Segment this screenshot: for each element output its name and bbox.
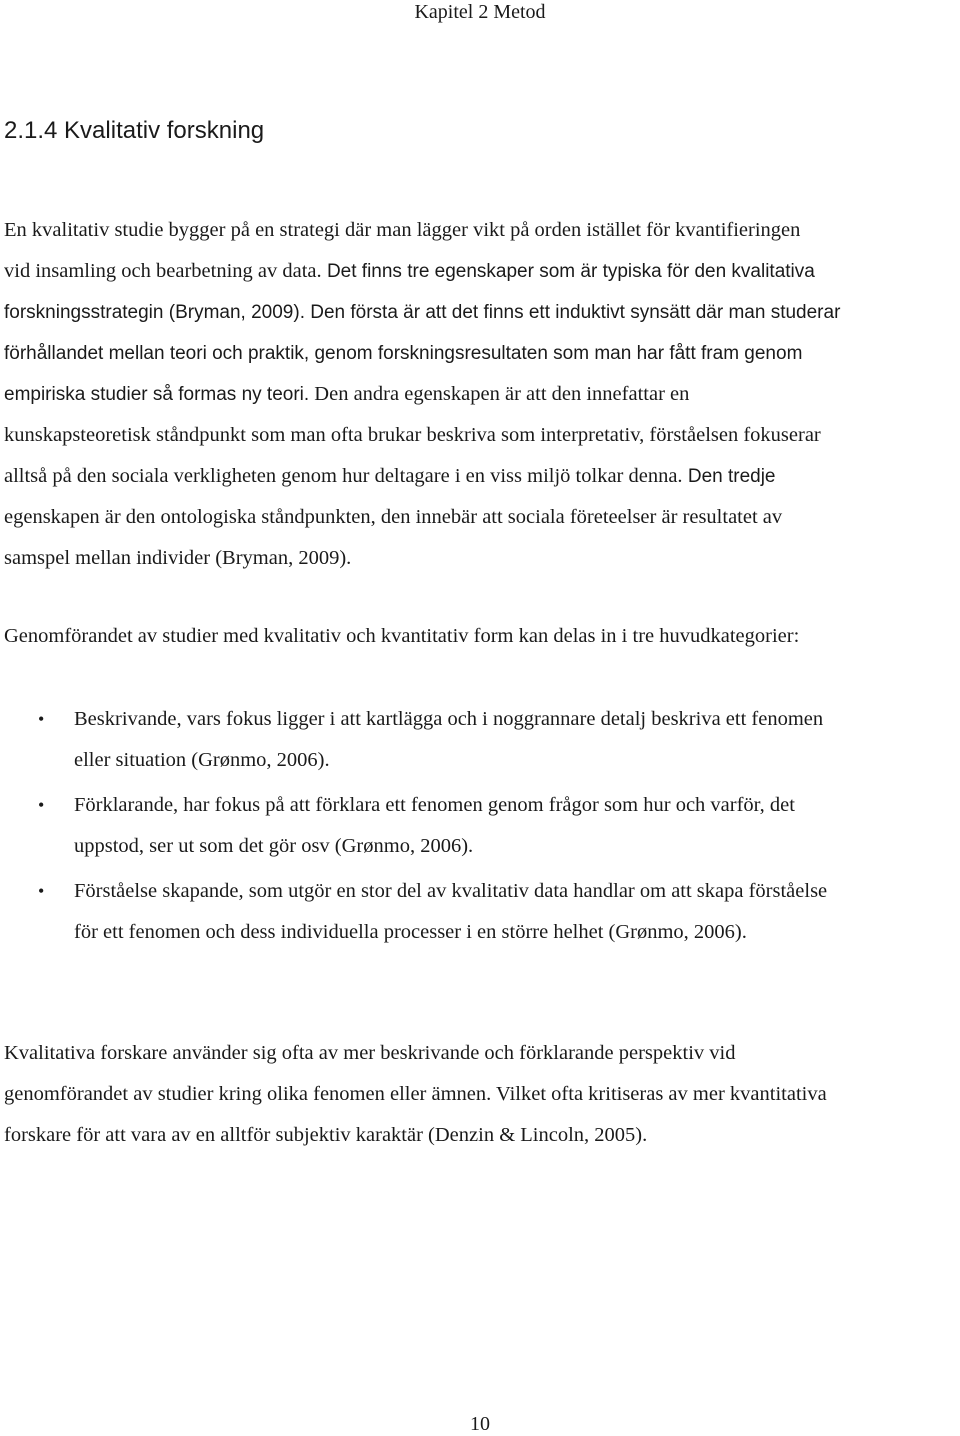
paragraph-line: kunskapsteoretisk ståndpunkt som man ofta brukar beskriva som interpretativ, förståelsen fokuserar xyxy=(4,424,821,446)
paragraph-line: Kvalitativa forskare använder sig ofta av mer beskrivande och förklarande perspektiv vid xyxy=(4,1042,736,1064)
paragraph-line xyxy=(4,292,956,333)
page-number: 10 xyxy=(470,1413,490,1435)
list-item-line: för ett fenomen och dess individuella processer i en större helhet (Grønmo, 2006). xyxy=(74,921,747,943)
text-run: Den tredje xyxy=(682,466,776,487)
paragraph-line xyxy=(4,1074,956,1115)
text-run: empiriska studier så formas ny teori. xyxy=(4,384,310,405)
text-run: Det finns tre egenskaper som är typiska för den kvalitativa xyxy=(321,261,815,282)
list-item-line: Beskrivande, vars fokus ligger i att kartlägga och i noggrannare detalj beskriva ett fenomen xyxy=(74,708,824,730)
paragraph-line: samspel mellan individer (Bryman, 2009). xyxy=(4,547,352,569)
paragraph-3 xyxy=(4,1033,956,1156)
text-run: Den andra egenskapen är att den innefattar en xyxy=(309,383,690,405)
paragraph-line: En kvalitativ studie bygger på en strategi där man lägger vikt på orden istället för kvantifieringen xyxy=(4,219,801,241)
text-run: genomförandet av studier kring olika fenomen eller ämnen. xyxy=(4,1083,492,1105)
list-item xyxy=(0,871,827,953)
text-run: Den första är att det finns ett induktivt synsätt där man studerar xyxy=(304,302,841,323)
paragraph-1 xyxy=(4,210,956,579)
list-item-line: eller situation (Grønmo, 2006). xyxy=(74,749,330,771)
text-run: alltså på den sociala verkligheten genom hur deltagare i en viss miljö tolkar denna. xyxy=(4,465,683,487)
bullet-icon: • xyxy=(38,881,45,901)
bullet-icon: • xyxy=(38,709,45,729)
paragraph-line: egenskapen är den ontologiska ståndpunkten, den innebär att sociala företeelser är resultatet av xyxy=(4,506,783,528)
paragraph-line xyxy=(4,251,956,292)
list-item-line: Förklarande, har fokus på att förklara ett fenomen genom frågor som hur och varför, det xyxy=(74,794,795,816)
text-run: forskningsstrategin (Bryman, 2009). xyxy=(4,302,305,323)
section-heading: 2.1.4 Kvalitativ forskning xyxy=(4,117,265,144)
text-run: Vilket ofta kritiseras av mer kvantitativa xyxy=(491,1083,827,1105)
list-item-line: Förståelse skapande, som utgör en stor del av kvalitativ data handlar om att skapa förståelse xyxy=(74,880,828,902)
text-run: vid insamling och bearbetning av data. xyxy=(4,260,322,282)
list-item xyxy=(0,785,827,867)
category-list xyxy=(0,699,827,957)
paragraph-line: forskare för att vara av en alltför subjektiv karaktär (Denzin & Lincoln, 2005). xyxy=(4,1124,648,1146)
list-item xyxy=(0,699,827,781)
running-header: Kapitel 2 Metod xyxy=(414,1,546,23)
paragraph-line xyxy=(4,374,956,415)
list-item-line: uppstod, ser ut som det gör osv (Grønmo, 2006). xyxy=(74,835,474,857)
paragraph-line: förhållandet mellan teori och praktik, genom forskningsresultaten som man har fått fram genom xyxy=(4,343,803,364)
bullet-icon: • xyxy=(38,795,45,815)
paragraph-2: Genomförandet av studier med kvalitativ och kvantitativ form kan delas in i tre huvudkategorier: xyxy=(4,625,800,647)
paragraph-line xyxy=(4,456,956,497)
